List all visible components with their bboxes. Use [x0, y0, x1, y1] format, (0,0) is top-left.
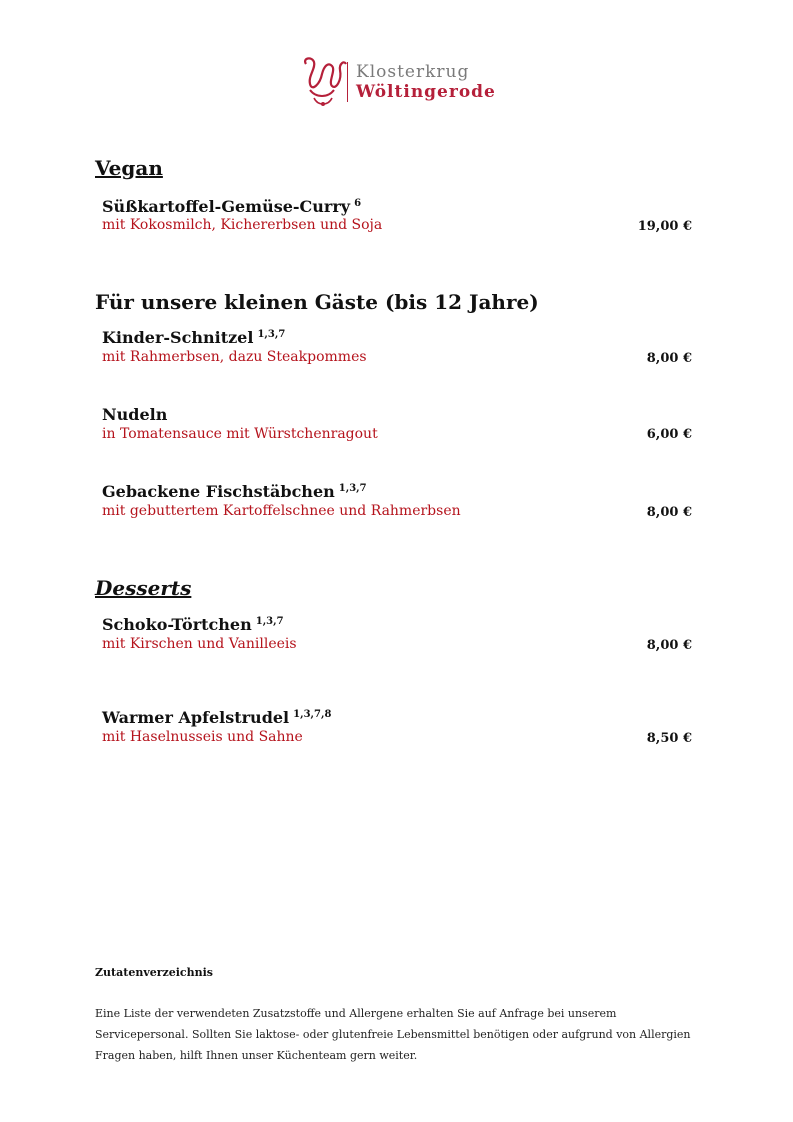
menu-item-desc: mit Rahmerbsen, dazu Steakpommes: [102, 349, 367, 365]
menu-item-price: 8,00 €: [646, 638, 692, 653]
menu-item-name: Kinder-Schnitzel $^{1,3,7}$: [102, 328, 286, 347]
menu-item-price: 6,00 €: [646, 427, 692, 442]
logo-divider: [347, 62, 348, 102]
menu-item-price: 19,00 €: [637, 219, 692, 234]
menu-item-desc: mit Haselnusseis und Sahne: [102, 729, 303, 745]
menu-item-desc: mit gebuttertem Kartoffelschnee und Rahmerbsen: [102, 503, 461, 519]
section-title-vegan: Vegan: [95, 156, 163, 180]
logo-emblem: [298, 54, 348, 110]
menu-item-name: Warmer Apfelstrudel $^{1,3,7,8}$: [102, 708, 332, 727]
menu-item-desc: mit Kokosmilch, Kichererbsen und Soja: [102, 217, 383, 233]
footer-title: Zutatenverzeichnis: [95, 966, 213, 979]
menu-item-name: Süßkartoffel-Gemüse-Curry $^6$: [102, 197, 362, 216]
menu-item-name: Schoko-Törtchen $^{1,3,7}$: [102, 615, 284, 634]
footer-text: Eine Liste der verwendeten Zusatzstoffe und Allergene erhalten Sie auf Anfrage bei unserem Servicepersonal. Sollten Sie laktose- oder glutenfreie Lebensmittel benötigen oder aufgrund von Allergien Fragen haben, hilft Ihnen unser Küchenteam gern weiter.: [95, 1007, 691, 1062]
menu-item-desc: in Tomatensauce mit Würstchenragout: [102, 426, 378, 442]
menu-item-price: 8,50 €: [646, 731, 692, 746]
section-title-kids: Für unsere kleinen Gäste (bis 12 Jahre): [95, 290, 539, 314]
brand-line-1: Klosterkrug: [356, 62, 470, 82]
menu-item-name: Nudeln: [102, 405, 168, 424]
menu-item-price: 8,00 €: [646, 505, 692, 520]
menu-item-name: Gebackene Fischstäbchen $^{1,3,7}$: [102, 482, 367, 501]
menu-item-price: 8,00 €: [646, 351, 692, 366]
menu-item-desc: mit Kirschen und Vanilleeis: [102, 636, 297, 652]
brand-line-2: Wöltingerode: [356, 82, 496, 102]
section-title-desserts: Desserts: [95, 576, 192, 600]
